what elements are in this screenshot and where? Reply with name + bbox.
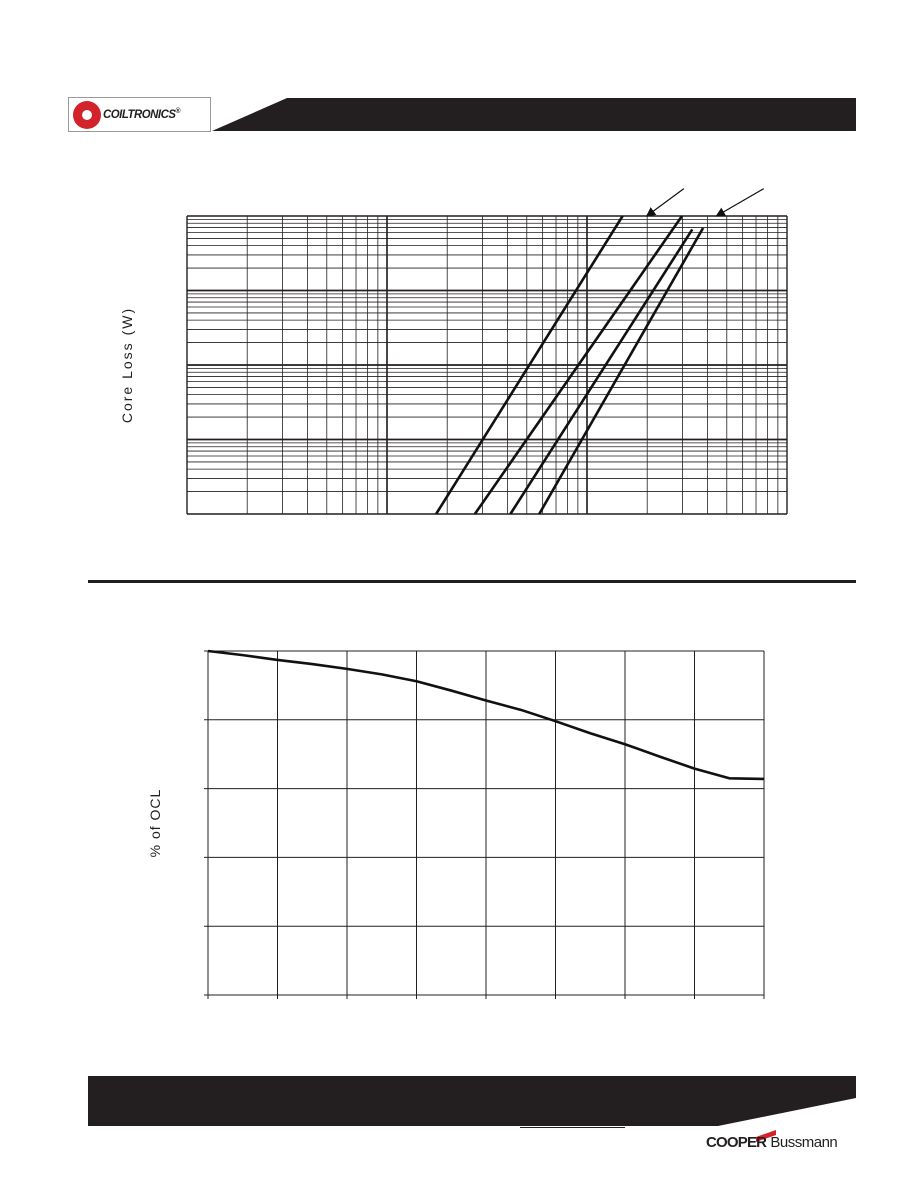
brand-secondary: Bussmann — [770, 1134, 838, 1151]
registered-mark: ® — [175, 108, 180, 115]
ocl-grid — [204, 651, 764, 999]
footer-band — [88, 1076, 856, 1126]
cooper-bussmann-logo — [706, 1130, 858, 1154]
footer-rule — [520, 1127, 625, 1128]
ocl-ylabel: % of OCL — [147, 788, 163, 858]
brand-primary: COOPER — [706, 1134, 767, 1151]
coiltronics-logo-text: COILTRONICS — [103, 107, 176, 121]
core-loss-ylabel: Core Loss (W) — [119, 306, 135, 424]
